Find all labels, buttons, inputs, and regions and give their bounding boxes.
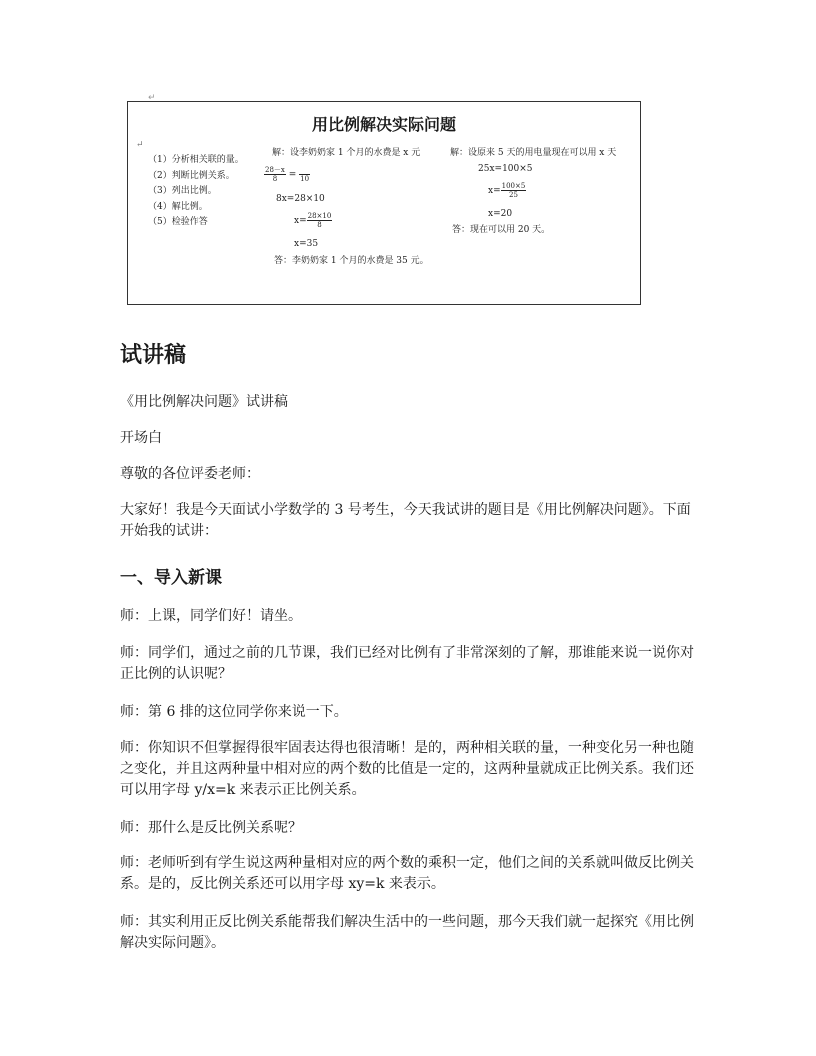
example1-result: x=35 [294, 239, 319, 249]
body-paragraph: 师：上课，同学们好！请坐。 [120, 608, 302, 624]
board-title: 用比例解决实际问题 [311, 115, 456, 134]
example1-answer: 答：李奶奶家 1 个月的水费是 35 元。 [274, 256, 429, 266]
example2-setup: 解：设原来 5 天的用电量现在可以用 x 天 [450, 148, 617, 158]
opening-label: 开场白 [120, 430, 162, 446]
body-paragraph: 师：老师听到有学生说这两种量相对应的两个数的乘积一定，他们之间的关系就叫做反比例关系。是的，反比例关系还可以用字母 xy=k 来表示。 [120, 855, 694, 892]
paragraph-mark: ↵ [136, 140, 144, 150]
blackboard-design-figure [127, 101, 641, 305]
body-paragraph: 师：你知识不但掌握得很牢固表达得也很清晰！是的，两种相关联的量，一种变化另一种也随之变化，并且这两种量中相对应的两个数的比值是一定的，这两种量就成正比例关系。我们还可以用字母 y/x=k 来表示正比例关系。 [120, 740, 694, 798]
example2-result: x=20 [488, 209, 513, 219]
body-paragraph: 师：其实利用正反比例关系能帮我们解决生活中的一些问题，那今天我们就一起探究《用比例解决实际问题》。 [120, 914, 694, 951]
intro-paragraph: 大家好！我是今天面试小学数学的 3 号考生，今天我试讲的题目是《用比例解决问题》。下面开始我的试讲： [120, 502, 691, 539]
body-paragraph: 师：第 6 排的这位同学你来说一下。 [120, 704, 348, 720]
step-item: （1）分析相关联的量。 [148, 155, 244, 165]
example2-solve: x= $\frac{100\times 5}{25}$ [488, 182, 526, 199]
step-item: （5）检验作答 [148, 217, 208, 227]
document-subtitle: 《用比例解决问题》试讲稿 [120, 394, 288, 410]
page-heading: 试讲稿 [120, 343, 187, 368]
paragraph-mark: ↵ [148, 93, 156, 103]
step-item: （3）列出比例。 [148, 186, 217, 196]
example2-equation: 25x=100×5 [478, 164, 533, 174]
example1-proportion: $\frac{28-x}{8}$ = 10 [265, 166, 310, 183]
example2-answer: 答：现在可以用 20 天。 [452, 225, 551, 235]
example1-cross-multiply: 8x=28×10 [276, 194, 325, 204]
step-item: （4）解比例。 [148, 202, 208, 212]
section-heading: 一、导入新课 [120, 568, 222, 588]
example1-setup: 解：设李奶奶家 1 个月的水费是 x 元 [272, 148, 421, 158]
body-paragraph: 师：那什么是反比例关系呢？ [120, 820, 302, 836]
body-paragraph: 师：同学们，通过之前的几节课，我们已经对比例有了非常深刻的了解，那谁能来说一说你对正比例的认识呢？ [120, 645, 694, 682]
example1-solve: x= $\frac{28\times 10}{8}$ [294, 212, 332, 229]
greeting-paragraph: 尊敬的各位评委老师： [120, 466, 260, 482]
step-item: （2）判断比例关系。 [148, 171, 235, 181]
